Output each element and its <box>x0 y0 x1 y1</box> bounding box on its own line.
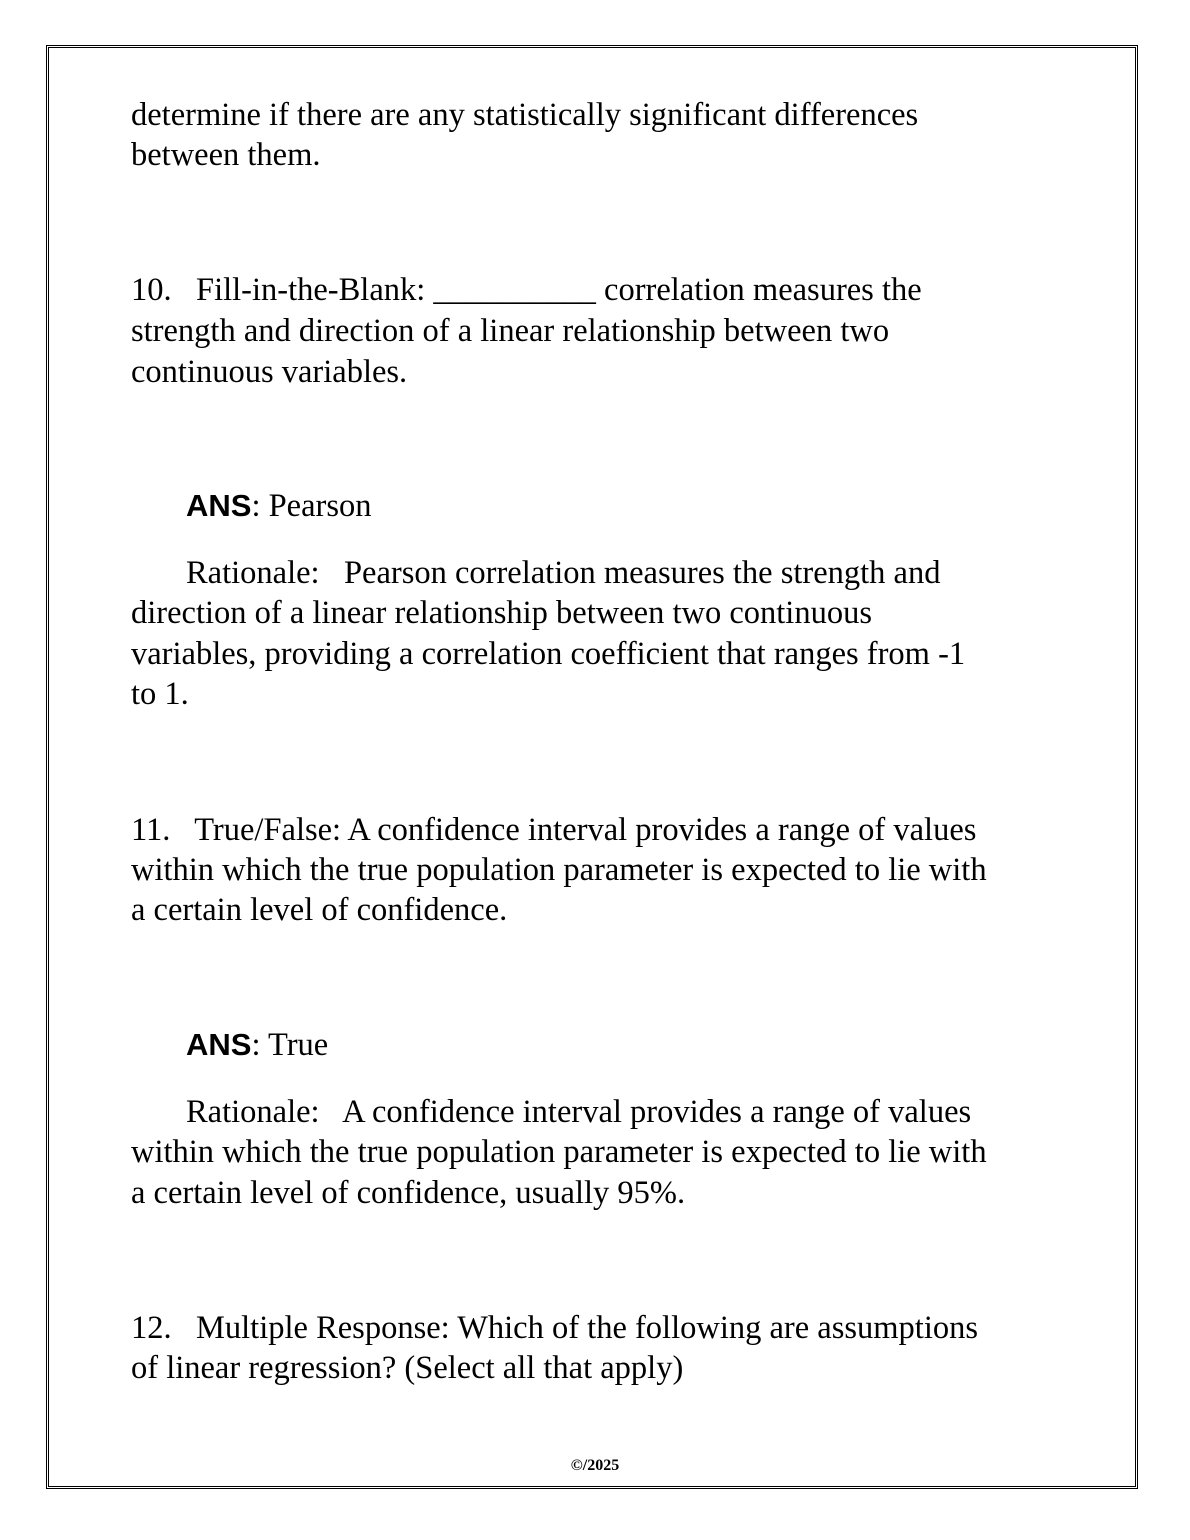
question-10-line-1: 10. Fill-in-the-Blank: __________ correlation measures the <box>131 272 922 308</box>
question-10-line-2: strength and direction of a linear relationship between two <box>131 313 890 349</box>
rationale-10-line-1: Rationale: Pearson correlation measures the strength and <box>186 555 941 591</box>
page-border <box>46 45 1138 1489</box>
question-11-line-2: within which the true population parameter is expected to lie with <box>131 852 987 888</box>
rationale-11-line-3: a certain level of confidence, usually 95%. <box>131 1175 686 1211</box>
question-11-line-3: a certain level of confidence. <box>131 892 508 928</box>
rationale-11-line-2: within which the true population parameter is expected to lie with <box>131 1134 987 1170</box>
answer-10 <box>186 486 372 526</box>
answer-label: ANS <box>186 488 252 523</box>
answer-value: : True <box>251 1027 329 1063</box>
rationale-11-line-1: Rationale: A confidence interval provides a range of values <box>186 1094 972 1130</box>
question-12-line-1: 12. Multiple Response: Which of the following are assumptions <box>131 1310 978 1346</box>
question-12-line-2: of linear regression? (Select all that apply) <box>131 1350 684 1386</box>
answer-label: ANS <box>186 1027 252 1062</box>
rationale-10-line-4: to 1. <box>131 676 189 712</box>
continuation-line-2: between them. <box>131 137 321 173</box>
continuation-line-1: determine if there are any statistically significant differences <box>131 97 919 133</box>
copyright-footer: ©/2025 <box>570 1457 620 1474</box>
question-11-line-1: 11. True/False: A confidence interval provides a range of values <box>131 812 977 848</box>
answer-value: : Pearson <box>251 488 372 524</box>
rationale-10-line-3: variables, providing a correlation coefficient that ranges from -1 <box>131 636 966 672</box>
rationale-10-line-2: direction of a linear relationship between two continuous <box>131 595 872 631</box>
question-10-line-3: continuous variables. <box>131 354 408 390</box>
answer-11 <box>186 1025 328 1065</box>
